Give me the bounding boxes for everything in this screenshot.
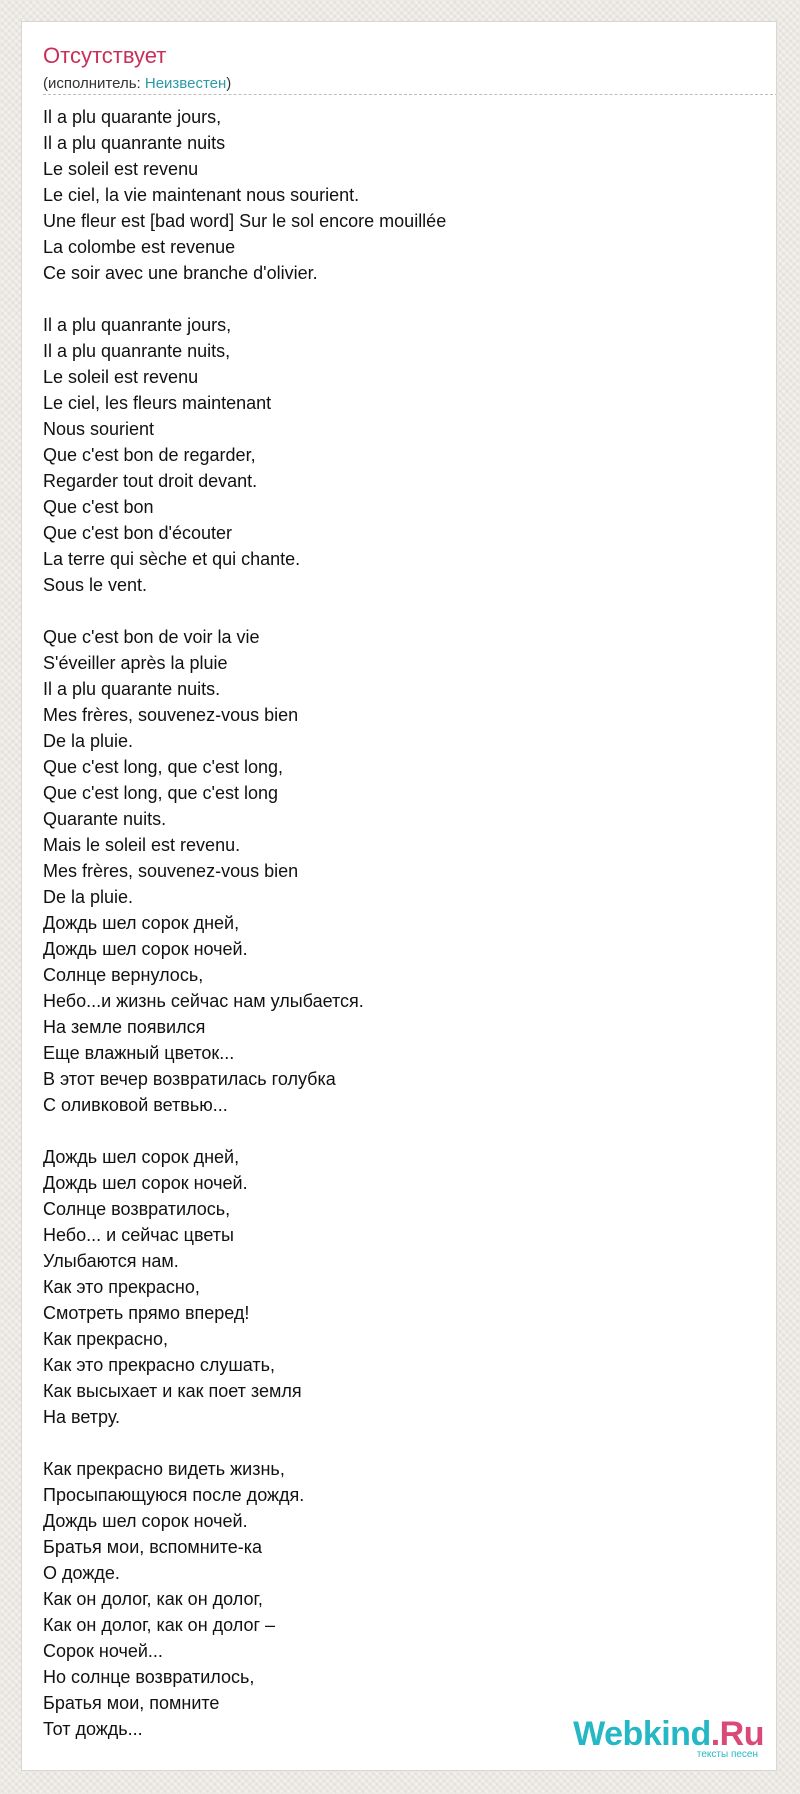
lyric-line: Солнце возвратилось, bbox=[43, 1199, 231, 1219]
lyric-line: Mais le soleil est revenu. bbox=[43, 835, 241, 855]
lyrics-text bbox=[43, 104, 446, 1742]
lyric-line: Братья мои, помните bbox=[43, 1693, 220, 1713]
lyric-line: Nous sourient bbox=[43, 419, 155, 439]
lyric-line: Il a plu quanrante nuits bbox=[43, 133, 226, 153]
lyric-line: О дожде. bbox=[43, 1563, 120, 1583]
lyric-line: Il a plu quarante nuits. bbox=[43, 679, 221, 699]
lyric-line: De la pluie. bbox=[43, 887, 134, 907]
artist-link[interactable]: Неизвестен bbox=[144, 75, 227, 92]
lyrics-stanza bbox=[43, 104, 446, 286]
lyric-line: Но солнце возвратилось, bbox=[43, 1667, 255, 1687]
lyric-line: Как прекрасно, bbox=[43, 1329, 168, 1349]
logo-tagline: тексты песен bbox=[696, 1749, 758, 1760]
logo-tld: .Ru bbox=[710, 1715, 764, 1753]
artist-prefix: (исполнитель: bbox=[43, 75, 145, 92]
lyrics-stanza bbox=[43, 624, 446, 1118]
lyric-line: Братья мои, вспомните-ка bbox=[43, 1537, 263, 1557]
lyric-line: Le soleil est revenu bbox=[43, 159, 199, 179]
lyric-line: Дождь шел сорок ночей. bbox=[43, 1173, 248, 1193]
lyric-line: На ветру. bbox=[43, 1407, 121, 1427]
lyric-line: Просыпающуюся после дождя. bbox=[43, 1485, 305, 1505]
lyrics-stanza bbox=[43, 312, 446, 598]
lyric-line: Как прекрасно видеть жизнь, bbox=[43, 1459, 285, 1479]
lyric-line: Regarder tout droit devant. bbox=[43, 471, 258, 491]
site-logo[interactable] bbox=[573, 1716, 764, 1760]
logo-wordmark bbox=[573, 1716, 764, 1752]
lyric-line: Дождь шел сорок ночей. bbox=[43, 939, 248, 959]
lyric-line: Que c'est long, que c'est long, bbox=[43, 757, 284, 777]
logo-brand: Webkind bbox=[573, 1715, 711, 1753]
lyric-line: Как он долог, как он долог, bbox=[43, 1589, 263, 1609]
lyric-line: Que c'est bon de voir la vie bbox=[43, 627, 260, 647]
lyric-line: Ce soir avec une branche d'olivier. bbox=[43, 263, 318, 283]
lyric-line: Il a plu quanrante jours, bbox=[43, 315, 232, 335]
lyric-line: Il a plu quanrante nuits, bbox=[43, 341, 231, 361]
lyrics-stanza bbox=[43, 1144, 446, 1430]
lyric-line: Как он долог, как он долог – bbox=[43, 1615, 276, 1635]
lyric-line: Le ciel, la vie maintenant nous sourient. bbox=[43, 185, 360, 205]
lyric-line: Небо... и сейчас цветы bbox=[43, 1225, 234, 1245]
lyric-line: Que c'est long, que c'est long bbox=[43, 783, 279, 803]
lyric-line: Que c'est bon d'écouter bbox=[43, 523, 232, 543]
lyric-line: Дождь шел сорок дней, bbox=[43, 1147, 240, 1167]
song-title: Отсутствует bbox=[43, 43, 167, 68]
lyric-line: Как это прекрасно, bbox=[43, 1277, 200, 1297]
lyric-line: Солнце вернулось, bbox=[43, 965, 204, 985]
lyric-line: Улыбаются нам. bbox=[43, 1251, 179, 1271]
lyric-line: В этот вечер возвратилась голубка bbox=[43, 1069, 336, 1089]
lyric-line: Дождь шел сорок ночей. bbox=[43, 1511, 248, 1531]
lyric-line: Que c'est bon de regarder, bbox=[43, 445, 256, 465]
lyric-line: Sous le vent. bbox=[43, 575, 148, 595]
lyric-line: Quarante nuits. bbox=[43, 809, 167, 829]
lyric-line: Une fleur est [bad word] Sur le sol encore mouillée bbox=[43, 211, 447, 231]
artist-suffix: ) bbox=[226, 75, 232, 92]
lyric-line: Le ciel, les fleurs maintenant bbox=[43, 393, 272, 413]
lyric-line: Il a plu quarante jours, bbox=[43, 107, 222, 127]
lyric-line: Le soleil est revenu bbox=[43, 367, 199, 387]
lyrics-card bbox=[21, 21, 777, 1771]
title-divider bbox=[43, 94, 777, 95]
lyric-line: Mes frères, souvenez-vous bien bbox=[43, 705, 299, 725]
lyric-line: Тот дождь... bbox=[43, 1719, 143, 1739]
lyric-line: De la pluie. bbox=[43, 731, 134, 751]
lyric-line: Как высыхает и как поет земля bbox=[43, 1381, 302, 1401]
lyric-line: Небо...и жизнь сейчас нам улыбается. bbox=[43, 991, 364, 1011]
lyric-line: La colombe est revenue bbox=[43, 237, 236, 257]
lyric-line: С оливковой ветвью... bbox=[43, 1095, 228, 1115]
lyrics-stanza bbox=[43, 1456, 446, 1742]
lyric-line: Еще влажный цветок... bbox=[43, 1043, 235, 1063]
lyric-line: На земле появился bbox=[43, 1017, 206, 1037]
artist-line bbox=[43, 74, 231, 94]
lyric-line: Que c'est bon bbox=[43, 497, 154, 517]
lyric-line: Дождь шел сорок дней, bbox=[43, 913, 240, 933]
lyric-line: Как это прекрасно слушать, bbox=[43, 1355, 276, 1375]
lyric-line: Mes frères, souvenez-vous bien bbox=[43, 861, 299, 881]
lyric-line: Сорок ночей... bbox=[43, 1641, 163, 1661]
lyric-line: S'éveiller après la pluie bbox=[43, 653, 228, 673]
lyric-line: La terre qui sèche et qui chante. bbox=[43, 549, 301, 569]
lyric-line: Смотреть прямо вперед! bbox=[43, 1303, 250, 1323]
